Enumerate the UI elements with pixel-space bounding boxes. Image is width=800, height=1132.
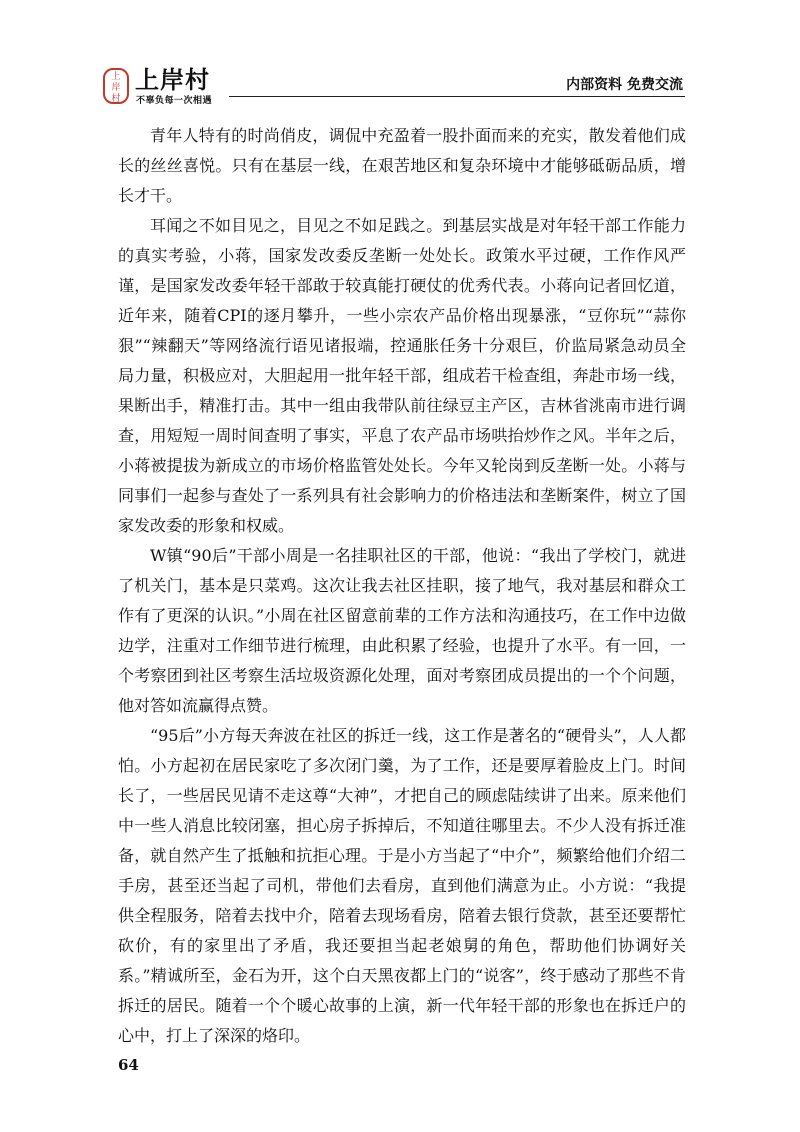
header-tagline: 内部资料 免费交流 xyxy=(566,77,683,93)
paragraph: 青年人特有的时尚俏皮，调侃中充盈着一股扑面而来的充实，散发着他们成长的丝丝喜悦。只有在基层一线，在艰苦地区和复杂环境中才能够砥砺品质，增长才干。 xyxy=(118,126,686,205)
article-body xyxy=(118,121,686,1051)
page-number: 64 xyxy=(118,1056,139,1074)
brand-name: 上岸村 xyxy=(135,66,210,94)
header-rule xyxy=(229,96,685,97)
page-header xyxy=(103,62,685,106)
paragraph: “95后”小方每天奔波在社区的拆迁一线，这工作是著名的“硬骨头”，人人都怕。小方起初在居民家吃了多次闭门羹，为了工作，还是要厚着脸皮上门。时间长了，一些居民见请不走这尊“大神”，才把自己的顾虑陆续讲了出来。原来他们中一些人消息比较闭塞，担心房子拆掉后，不知道往哪里去。不少人没有拆迁准备，就自然产生了抵触和抗拒心理。于是小方当起了“中介”，频繁给他们介绍二手房，甚至还当起了司机，带他们去看房，直到他们满意为止。小方说：“我提供全程服务，陪着去找中介，陪着去现场看房，陪着去银行贷款，甚至还要帮忙砍价，有的家里出了矛盾，我还要担当起老娘舅的角色，帮助他们协调好关系。”精诚所至，金石为开，这个白天黑夜都上门的“说客”，终于感动了那些不肯拆迁的居民。随着一个个暖心故事的上演，新一代年轻干部的形象也在拆迁户的心中，打上了深深的烙印。 xyxy=(118,726,686,1045)
brand-slogan: 不辜负每一次相遇 xyxy=(136,96,213,106)
seal-logo: 上 岸 村 xyxy=(103,68,129,104)
paragraph: W镇“90后”干部小周是一名挂职社区的干部，他说：“我出了学校门，就进了机关门，基本是只菜鸡。这次让我去社区挂职，接了地气，我对基层和群众工作有了更深的认识。”小周在社区留意前辈的工作方法和沟通技巧，在工作中边做边学，注重对工作细节进行梳理，由此积累了经验，也提升了水平。有一回，一个考察团到社区考察生活垃圾资源化处理，面对考察团成员提出的一个个问题，他对答如流赢得点赞。 xyxy=(118,546,686,715)
paragraph: 耳闻之不如目见之，目见之不如足践之。到基层实战是对年轻干部工作能力的真实考验，小蒋，国家发改委反垄断一处处长。政策水平过硬，工作作风严谨，是国家发改委年轻干部敢于较真能打硬仗的优秀代表。小蒋向记者回忆道，近年来，随着CPI的逐月攀升，一些小宗农产品价格出现暴涨，“豆你玩”“蒜你狠”“辣翻天”等网络流行语见诸报端，控通胀任务十分艰巨，价监局紧急动员全局力量，积极应对，大胆起用一批年轻干部，组成若干检查组，奔赴市场一线，果断出手，精准打击。其中一组由我带队前往绿豆主产区，吉林省洮南市进行调查，用短短一周时间查明了事实，平息了农产品市场哄抬炒作之风。半年之后，小蒋被提拔为新成立的市场价格监管处处长。今年又轮岗到反垄断一处。小蒋与同事们一起参与查处了一系列具有社会影响力的价格违法和垄断案件，树立了国家发改委的形象和权威。 xyxy=(118,216,686,535)
